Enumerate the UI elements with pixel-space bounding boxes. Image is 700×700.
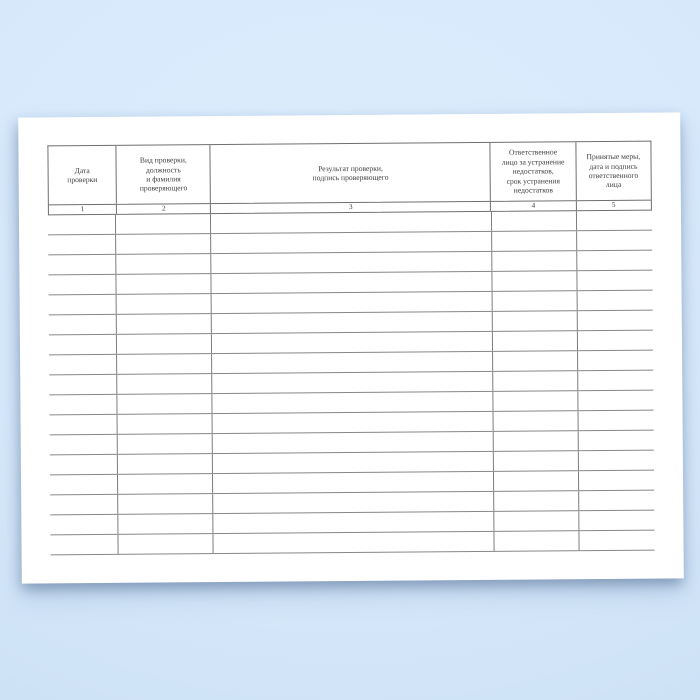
table-cell <box>494 531 580 551</box>
table-cell <box>492 251 578 271</box>
table-cell <box>212 392 493 413</box>
table-cell <box>579 371 654 391</box>
table-cell <box>578 291 653 311</box>
table-cell <box>213 452 494 473</box>
table-cell <box>211 252 492 273</box>
table-cell <box>118 454 213 474</box>
table-cell <box>211 232 492 253</box>
table-cell <box>49 295 118 315</box>
table-cell <box>494 471 580 491</box>
column-header-inspection-type-inspector: Вид проверки, должность и фамилия проверяющего <box>117 145 212 204</box>
table-cell <box>119 514 214 534</box>
table-cell <box>579 431 654 451</box>
table-cell <box>493 351 579 371</box>
table-cell <box>117 314 212 334</box>
table-cell <box>213 432 494 453</box>
table-cell <box>118 374 213 394</box>
table-cell <box>48 215 117 235</box>
table-cell <box>49 355 118 375</box>
table-row <box>50 531 654 556</box>
table-cell <box>578 331 653 351</box>
table-cell <box>212 292 493 313</box>
table-cell <box>492 231 578 251</box>
table-cell <box>580 511 655 531</box>
table-cell <box>118 394 213 414</box>
table-cell <box>213 512 494 533</box>
inspection-log-table <box>47 141 654 556</box>
table-cell <box>212 332 493 353</box>
table-cell <box>580 531 655 551</box>
table-cell <box>492 211 578 231</box>
table-cell <box>213 472 494 493</box>
table-cell <box>50 515 119 535</box>
table-cell <box>212 352 493 373</box>
column-header-inspection-date: Дата проверки <box>48 146 117 205</box>
table-cell <box>50 435 119 455</box>
table-cell <box>579 451 654 471</box>
column-number-5: 5 <box>611 200 616 209</box>
table-cell <box>578 351 653 371</box>
table-cell <box>493 371 579 391</box>
table-header-row <box>47 141 651 205</box>
table-cell <box>213 492 494 513</box>
table-cell <box>50 455 119 475</box>
table-cell <box>118 414 213 434</box>
table-cell <box>578 271 653 291</box>
table-cell <box>492 271 578 291</box>
table-cell <box>212 372 493 393</box>
table-cell <box>211 272 492 293</box>
table-cell <box>493 411 579 431</box>
table-cell <box>117 234 212 254</box>
table-cell <box>117 254 212 274</box>
table-cell <box>211 212 492 233</box>
column-number-2: 2 <box>117 204 211 214</box>
table-cell <box>118 434 213 454</box>
column-header-inspection-result-signature: Результат проверки, подпись проверяющего <box>211 143 491 203</box>
table-cell <box>577 211 652 231</box>
table-cell <box>213 532 494 553</box>
table-cell <box>50 475 119 495</box>
table-cell <box>50 495 119 515</box>
table-cell <box>48 235 117 255</box>
column-number-4: 4 <box>491 201 576 211</box>
table-cell <box>48 255 117 275</box>
table-cell <box>578 311 653 331</box>
table-cell <box>212 312 493 333</box>
table-cell <box>580 491 655 511</box>
table-cell <box>50 415 119 435</box>
table-cell <box>118 354 213 374</box>
table-cell <box>579 411 654 431</box>
table-cell <box>49 395 118 415</box>
table-cell <box>494 451 580 471</box>
column-header-responsible-person-deadline: Ответственное лицо за устранение недостатков, срок устранения недостатков <box>491 142 577 201</box>
table-cell <box>119 534 214 554</box>
table-cell <box>494 491 580 511</box>
column-number-1: 1 <box>49 205 117 215</box>
table-cell <box>116 214 211 234</box>
table-cell <box>494 431 580 451</box>
table-cell <box>579 391 654 411</box>
table-cell <box>117 294 212 314</box>
table-cell <box>493 391 579 411</box>
table-cell <box>212 412 493 433</box>
table-cell <box>49 335 118 355</box>
column-header-measures-taken-signature: Принятые меры, дата и подпись ответственного лица <box>586 151 641 190</box>
table-cell <box>579 471 654 491</box>
table-cell <box>49 315 118 335</box>
table-cell <box>492 291 578 311</box>
table-cell <box>49 375 118 395</box>
table-cell <box>494 511 580 531</box>
table-cell <box>119 494 214 514</box>
journal-page <box>18 112 684 583</box>
table-cell <box>117 334 212 354</box>
table-cell <box>578 231 653 251</box>
table-cell <box>48 275 117 295</box>
column-number-3: 3 <box>211 202 491 213</box>
table-cell <box>117 274 212 294</box>
table-body <box>48 211 655 556</box>
table-cell <box>493 331 579 351</box>
table-cell <box>578 251 653 271</box>
table-cell <box>118 474 213 494</box>
table-cell <box>50 535 119 555</box>
table-cell <box>493 311 579 331</box>
